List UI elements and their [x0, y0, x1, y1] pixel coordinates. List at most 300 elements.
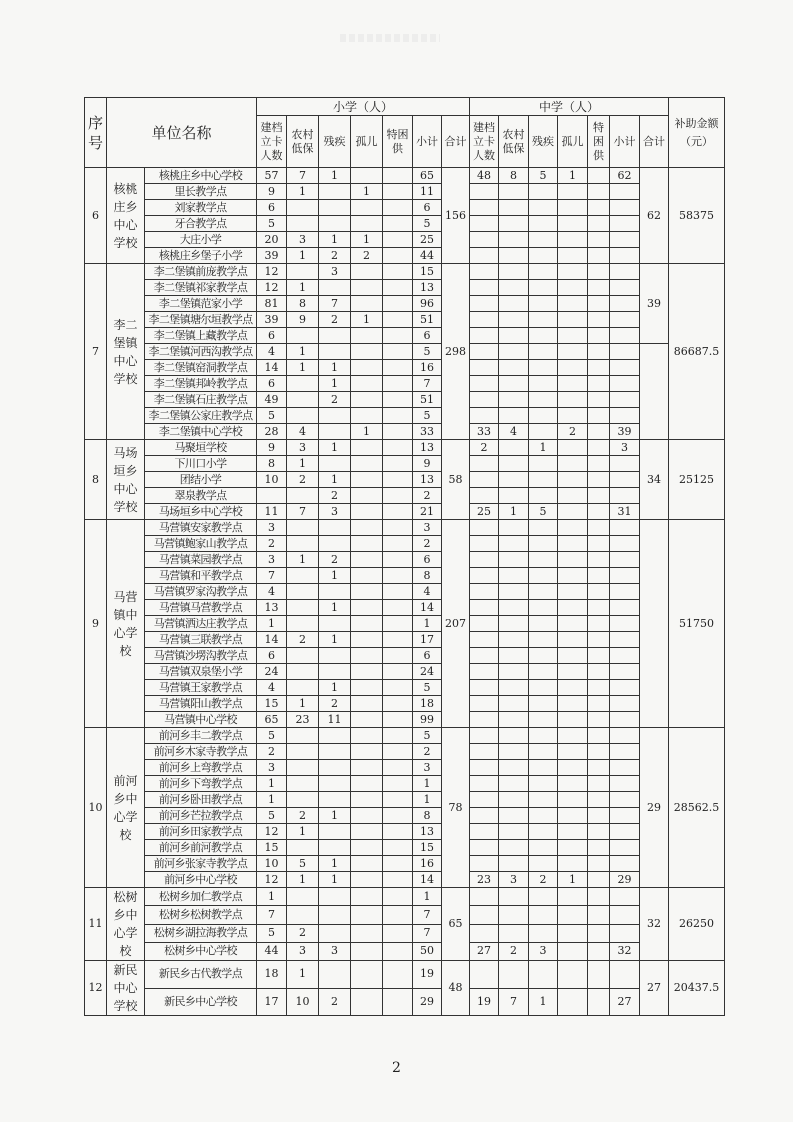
primary-cell	[351, 664, 383, 680]
middle-cell	[499, 664, 529, 680]
primary-cell: 1	[413, 616, 442, 632]
primary-cell	[351, 856, 383, 872]
middle-cell	[610, 216, 640, 232]
primary-cell: 3	[319, 264, 351, 280]
unit-name: 马营镇菜园教学点	[145, 552, 257, 568]
primary-cell	[287, 744, 319, 760]
table-row	[85, 616, 725, 632]
middle-cell	[558, 184, 588, 200]
unit-name: 松树乡加仁教学点	[145, 888, 257, 906]
primary-cell	[351, 632, 383, 648]
primary-cell	[351, 988, 383, 1016]
middle-cell: 2	[529, 872, 558, 888]
unit-name: 马营镇和平教学点	[145, 568, 257, 584]
middle-cell	[558, 248, 588, 264]
primary-cell: 6	[413, 328, 442, 344]
primary-cell	[383, 184, 413, 200]
middle-cell	[588, 744, 610, 760]
table-row	[85, 696, 725, 712]
middle-cell	[529, 488, 558, 504]
primary-cell: 18	[413, 696, 442, 712]
middle-cell	[529, 408, 558, 424]
middle-cell	[610, 840, 640, 856]
primary-cell	[319, 888, 351, 906]
primary-cell: 2	[319, 696, 351, 712]
middle-cell	[499, 776, 529, 792]
primary-cell	[383, 988, 413, 1016]
middle-cell	[499, 376, 529, 392]
middle-cell	[529, 360, 558, 376]
primary-cell	[383, 856, 413, 872]
middle-cell	[470, 328, 499, 344]
primary-cell: 1	[351, 232, 383, 248]
unit-name: 马营镇双泉堡小学	[145, 664, 257, 680]
primary-cell	[383, 216, 413, 232]
middle-cell	[610, 744, 640, 760]
middle-cell	[470, 906, 499, 924]
primary-cell	[351, 616, 383, 632]
middle-cell	[529, 424, 558, 440]
middle-cell	[588, 961, 610, 989]
primary-cell	[383, 344, 413, 360]
middle-cell	[610, 312, 640, 328]
middle-cell	[529, 744, 558, 760]
unit-name: 翠泉教学点	[145, 488, 257, 504]
middle-cell	[529, 728, 558, 744]
middle-cell	[529, 776, 558, 792]
middle-total: 34	[640, 440, 669, 520]
middle-cell	[558, 924, 588, 942]
group-name: 核桃庄乡中心学校	[107, 168, 145, 264]
middle-cell	[558, 408, 588, 424]
middle-cell	[558, 680, 588, 696]
middle-cell	[610, 264, 640, 280]
unit-name: 前河乡张家寺教学点	[145, 856, 257, 872]
middle-cell: 5	[529, 168, 558, 184]
primary-cell	[351, 760, 383, 776]
header-subsidy: 补助金额（元）	[669, 98, 725, 168]
primary-cell: 7	[319, 296, 351, 312]
primary-cell: 29	[413, 988, 442, 1016]
primary-cell	[287, 376, 319, 392]
primary-cell	[351, 712, 383, 728]
primary-cell	[383, 408, 413, 424]
table-row	[85, 520, 725, 536]
middle-cell	[558, 568, 588, 584]
middle-cell	[610, 536, 640, 552]
middle-cell	[529, 568, 558, 584]
primary-cell: 18	[257, 961, 287, 989]
unit-name: 马营镇鲍家山教学点	[145, 536, 257, 552]
middle-cell	[529, 600, 558, 616]
table-row	[85, 504, 725, 520]
primary-total: 207	[442, 520, 470, 728]
subsidy-table	[84, 97, 725, 1016]
primary-cell: 99	[413, 712, 442, 728]
middle-cell	[610, 696, 640, 712]
middle-cell	[470, 648, 499, 664]
table-row	[85, 632, 725, 648]
primary-cell: 23	[287, 712, 319, 728]
middle-total-blank	[640, 344, 669, 440]
primary-cell: 16	[413, 856, 442, 872]
middle-cell	[529, 184, 558, 200]
middle-cell: 2	[499, 942, 529, 960]
middle-cell	[588, 200, 610, 216]
middle-cell	[529, 312, 558, 328]
primary-cell: 33	[413, 424, 442, 440]
middle-cell	[470, 312, 499, 328]
primary-cell	[383, 942, 413, 960]
group-name: 李二堡镇中心学校	[107, 264, 145, 440]
middle-cell	[529, 840, 558, 856]
middle-cell	[558, 584, 588, 600]
table-row	[85, 840, 725, 856]
table-row	[85, 440, 725, 456]
primary-cell: 2	[287, 472, 319, 488]
middle-cell	[558, 552, 588, 568]
primary-cell: 1	[287, 824, 319, 840]
primary-cell	[351, 888, 383, 906]
primary-cell	[383, 888, 413, 906]
unit-name: 李二堡镇河西沟教学点	[145, 344, 257, 360]
middle-cell	[610, 632, 640, 648]
header-m-disabled: 残疾	[529, 116, 558, 168]
middle-cell	[470, 856, 499, 872]
unit-name: 李二堡镇范家小学	[145, 296, 257, 312]
middle-cell	[470, 568, 499, 584]
middle-cell	[499, 200, 529, 216]
primary-cell	[383, 472, 413, 488]
primary-cell	[383, 200, 413, 216]
primary-cell: 1	[287, 872, 319, 888]
middle-cell	[529, 632, 558, 648]
primary-cell	[351, 296, 383, 312]
primary-cell: 9	[257, 184, 287, 200]
primary-cell: 13	[413, 280, 442, 296]
middle-cell	[610, 280, 640, 296]
table-row	[85, 824, 725, 840]
middle-cell	[529, 472, 558, 488]
primary-cell	[383, 488, 413, 504]
primary-total: 65	[442, 888, 470, 961]
middle-cell	[529, 824, 558, 840]
primary-cell: 2	[257, 744, 287, 760]
subsidy-amount: 51750	[669, 520, 725, 728]
middle-cell	[499, 248, 529, 264]
middle-cell	[558, 600, 588, 616]
middle-cell	[499, 264, 529, 280]
middle-cell	[470, 712, 499, 728]
middle-cell	[588, 424, 610, 440]
middle-cell	[558, 392, 588, 408]
middle-cell	[588, 616, 610, 632]
primary-cell: 8	[413, 808, 442, 824]
unit-name: 李二堡镇上藏教学点	[145, 328, 257, 344]
primary-cell: 1	[351, 424, 383, 440]
group-seq: 6	[85, 168, 107, 264]
primary-cell	[383, 961, 413, 989]
primary-cell	[319, 924, 351, 942]
middle-cell	[588, 504, 610, 520]
middle-cell: 1	[529, 988, 558, 1016]
unit-name: 前河乡木家寺教学点	[145, 744, 257, 760]
primary-cell: 96	[413, 296, 442, 312]
primary-cell	[383, 264, 413, 280]
middle-cell	[588, 760, 610, 776]
unit-name: 前河乡中心学校	[145, 872, 257, 888]
middle-cell	[558, 312, 588, 328]
primary-cell	[351, 776, 383, 792]
primary-cell	[351, 456, 383, 472]
middle-cell	[588, 360, 610, 376]
primary-cell	[383, 776, 413, 792]
middle-cell: 27	[470, 942, 499, 960]
middle-cell	[610, 568, 640, 584]
middle-cell	[499, 536, 529, 552]
primary-cell: 13	[257, 600, 287, 616]
primary-cell	[383, 906, 413, 924]
primary-cell	[351, 440, 383, 456]
primary-cell: 1	[319, 568, 351, 584]
middle-cell	[558, 520, 588, 536]
primary-cell	[351, 924, 383, 942]
primary-cell: 2	[413, 744, 442, 760]
middle-cell	[588, 264, 610, 280]
primary-cell	[351, 552, 383, 568]
middle-cell	[588, 648, 610, 664]
primary-cell	[287, 680, 319, 696]
middle-cell: 32	[610, 942, 640, 960]
primary-cell: 3	[257, 520, 287, 536]
primary-total: 298	[442, 264, 470, 440]
table-row	[85, 552, 725, 568]
primary-cell: 2	[257, 536, 287, 552]
middle-cell	[499, 584, 529, 600]
primary-cell	[319, 536, 351, 552]
middle-cell	[499, 312, 529, 328]
primary-cell	[351, 906, 383, 924]
middle-cell	[529, 280, 558, 296]
primary-cell	[287, 264, 319, 280]
primary-cell	[383, 616, 413, 632]
primary-cell	[351, 264, 383, 280]
middle-cell	[470, 232, 499, 248]
primary-cell: 12	[257, 280, 287, 296]
primary-cell	[351, 961, 383, 989]
unit-name: 李二堡镇祁家教学点	[145, 280, 257, 296]
middle-total: 62	[640, 168, 669, 264]
middle-cell	[470, 776, 499, 792]
primary-cell	[383, 328, 413, 344]
primary-cell	[319, 280, 351, 296]
middle-cell	[558, 264, 588, 280]
primary-cell: 14	[413, 872, 442, 888]
table-row	[85, 360, 725, 376]
primary-cell	[351, 680, 383, 696]
middle-cell	[470, 696, 499, 712]
middle-cell	[499, 961, 529, 989]
header-p-subtotal: 小计	[413, 116, 442, 168]
primary-cell: 15	[257, 840, 287, 856]
primary-cell: 5	[287, 856, 319, 872]
middle-cell	[588, 296, 610, 312]
table-row	[85, 664, 725, 680]
primary-cell: 20	[257, 232, 287, 248]
primary-cell	[383, 440, 413, 456]
table-row	[85, 924, 725, 942]
middle-cell	[558, 504, 588, 520]
middle-cell	[499, 760, 529, 776]
middle-cell	[499, 840, 529, 856]
primary-cell: 44	[257, 942, 287, 960]
middle-cell: 1	[529, 440, 558, 456]
primary-cell: 12	[257, 872, 287, 888]
primary-cell: 3	[319, 942, 351, 960]
middle-cell	[558, 616, 588, 632]
middle-cell	[558, 728, 588, 744]
middle-cell	[588, 488, 610, 504]
primary-cell	[383, 520, 413, 536]
middle-total: 29	[640, 728, 669, 888]
primary-cell: 2	[319, 552, 351, 568]
primary-cell: 6	[413, 552, 442, 568]
primary-cell: 4	[257, 680, 287, 696]
table-row	[85, 328, 725, 344]
primary-cell: 7	[287, 168, 319, 184]
primary-cell: 7	[287, 504, 319, 520]
unit-name: 刘家教学点	[145, 200, 257, 216]
primary-cell: 2	[413, 536, 442, 552]
middle-cell	[499, 616, 529, 632]
middle-cell	[529, 200, 558, 216]
middle-cell	[529, 760, 558, 776]
table-row	[85, 456, 725, 472]
unit-name: 李二堡镇中心学校	[145, 424, 257, 440]
primary-cell	[287, 600, 319, 616]
middle-cell	[610, 296, 640, 312]
middle-cell	[610, 408, 640, 424]
middle-cell	[529, 344, 558, 360]
middle-cell	[558, 906, 588, 924]
primary-cell: 1	[319, 360, 351, 376]
middle-cell	[588, 856, 610, 872]
middle-cell	[588, 248, 610, 264]
middle-cell	[529, 648, 558, 664]
middle-cell	[499, 824, 529, 840]
middle-cell	[610, 792, 640, 808]
middle-cell	[499, 808, 529, 824]
primary-cell	[319, 616, 351, 632]
middle-cell	[610, 360, 640, 376]
primary-cell: 7	[257, 568, 287, 584]
primary-cell	[351, 568, 383, 584]
primary-cell	[287, 664, 319, 680]
middle-cell	[499, 744, 529, 760]
primary-cell: 1	[287, 344, 319, 360]
middle-cell: 39	[610, 424, 640, 440]
primary-cell	[351, 488, 383, 504]
primary-cell: 1	[319, 680, 351, 696]
primary-cell: 1	[319, 376, 351, 392]
primary-cell: 1	[257, 776, 287, 792]
middle-cell	[588, 888, 610, 906]
middle-cell	[558, 760, 588, 776]
middle-cell: 2	[470, 440, 499, 456]
primary-cell	[319, 200, 351, 216]
table-row	[85, 200, 725, 216]
unit-name: 新民乡中心学校	[145, 988, 257, 1016]
unit-name: 马营镇阳山教学点	[145, 696, 257, 712]
primary-cell	[319, 840, 351, 856]
primary-cell	[351, 536, 383, 552]
middle-cell	[610, 328, 640, 344]
primary-cell	[319, 744, 351, 760]
table-row	[85, 232, 725, 248]
primary-cell: 28	[257, 424, 287, 440]
group-seq: 9	[85, 520, 107, 728]
primary-cell: 5	[257, 924, 287, 942]
primary-cell: 24	[413, 664, 442, 680]
primary-cell: 6	[257, 648, 287, 664]
primary-cell: 1	[287, 184, 319, 200]
primary-cell: 1	[287, 280, 319, 296]
unit-name: 松树乡松树教学点	[145, 906, 257, 924]
unit-name: 核桃庄乡中心学校	[145, 168, 257, 184]
primary-cell: 1	[287, 552, 319, 568]
table-row	[85, 961, 725, 989]
group-seq: 12	[85, 961, 107, 1016]
primary-cell	[319, 328, 351, 344]
primary-total: 156	[442, 168, 470, 264]
middle-cell: 1	[558, 168, 588, 184]
middle-cell	[470, 632, 499, 648]
middle-cell: 33	[470, 424, 499, 440]
primary-cell: 1	[413, 776, 442, 792]
middle-cell	[610, 488, 640, 504]
middle-cell: 5	[529, 504, 558, 520]
primary-cell	[383, 456, 413, 472]
primary-cell	[351, 360, 383, 376]
middle-cell	[499, 728, 529, 744]
middle-total: 39	[640, 264, 669, 344]
middle-cell	[558, 360, 588, 376]
middle-cell	[558, 744, 588, 760]
primary-cell	[351, 584, 383, 600]
middle-cell	[610, 924, 640, 942]
middle-cell	[588, 456, 610, 472]
primary-cell	[383, 376, 413, 392]
primary-cell: 1	[319, 472, 351, 488]
primary-cell: 17	[413, 632, 442, 648]
primary-cell: 3	[257, 760, 287, 776]
unit-name: 李二堡镇前庞教学点	[145, 264, 257, 280]
middle-cell	[558, 696, 588, 712]
primary-cell	[287, 776, 319, 792]
primary-cell: 8	[413, 568, 442, 584]
primary-cell	[383, 568, 413, 584]
middle-cell	[529, 456, 558, 472]
table-row	[85, 888, 725, 906]
primary-cell: 1	[287, 248, 319, 264]
primary-cell	[383, 760, 413, 776]
primary-cell: 3	[287, 942, 319, 960]
primary-total: 48	[442, 961, 470, 1016]
middle-cell: 23	[470, 872, 499, 888]
primary-cell	[351, 520, 383, 536]
primary-cell: 5	[257, 408, 287, 424]
unit-name: 马营镇中心学校	[145, 712, 257, 728]
